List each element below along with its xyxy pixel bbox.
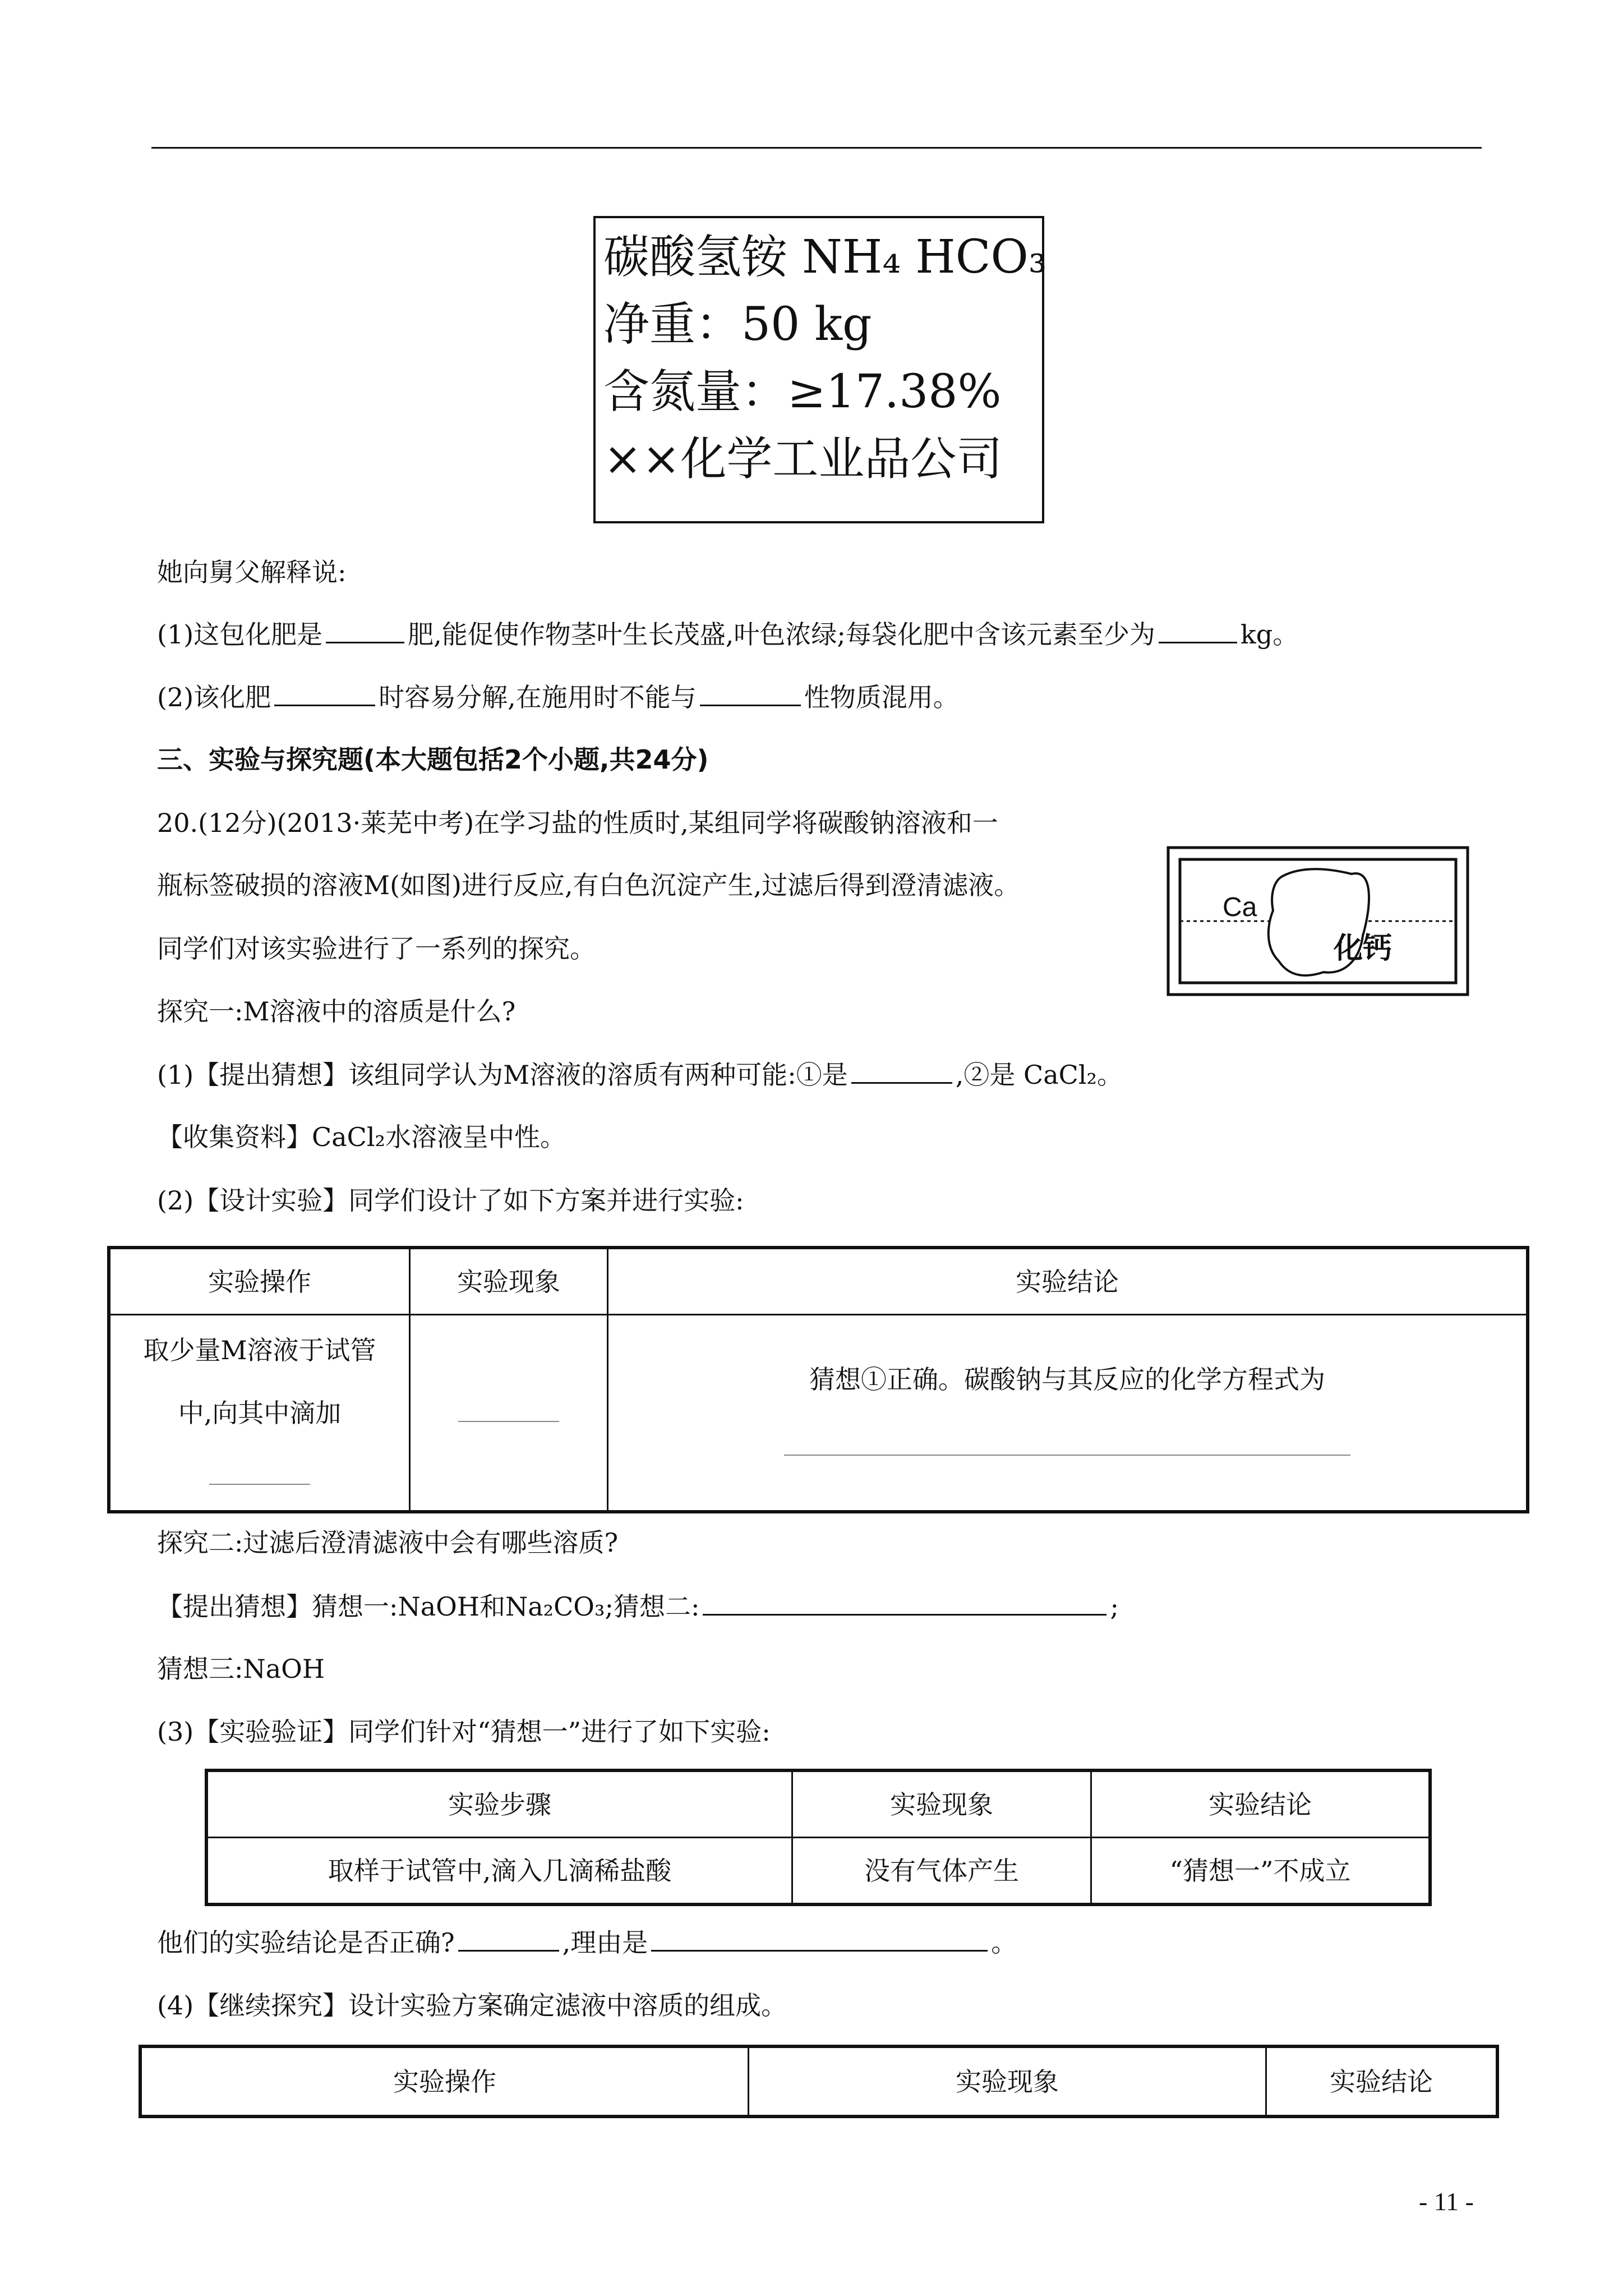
answer-blank[interactable]	[326, 617, 404, 643]
answer-blank[interactable]	[209, 1461, 310, 1485]
intro-text: 她向舅父解释说:	[157, 557, 347, 587]
question-20-line3: 同学们对该实验进行了一系列的探究。	[157, 933, 596, 964]
guess-2	[157, 1589, 1119, 1623]
label-line-name: 碳酸氢铵 NH₄ HCO₃	[603, 231, 1047, 284]
guess-1-b: ,②是 CaCl₂。	[955, 1060, 1123, 1090]
answer-blank[interactable]	[458, 1925, 559, 1952]
question-1-c: kg。	[1240, 619, 1299, 650]
conclusion-question-a: 他们的实验结论是否正确?	[157, 1927, 455, 1958]
experiment-table-3	[140, 2046, 1497, 2116]
question-20-line2: 瓶标签破损的溶液M(如图)进行反应,有白色沉淀产生,过滤后得到澄清滤液。	[157, 870, 1020, 900]
guess-1	[157, 1057, 1123, 1092]
explore-2-heading: 探究二:过滤后澄清滤液中会有哪些溶质?	[157, 1527, 619, 1558]
label-line-weight: 净重：50 kg	[603, 298, 872, 351]
table-cell: 取样于试管中,滴入几滴稀盐酸	[208, 1838, 792, 1904]
question-1	[157, 617, 1298, 651]
question-2-c: 性物质混用。	[804, 682, 959, 712]
conclusion-question-c: 。	[991, 1927, 1017, 1958]
answer-blank[interactable]	[458, 1398, 559, 1422]
question-1-b: 肥,能促使作物茎叶生长茂盛,叶色浓绿;每袋化肥中含该元素至少为	[408, 619, 1155, 650]
explore-1-heading: 探究一:M溶液中的溶质是什么?	[157, 996, 516, 1027]
table-header: 实验结论	[1091, 1772, 1430, 1838]
design-experiment: (2)【设计实验】同学们设计了如下方案并进行实验:	[157, 1185, 744, 1216]
table-header: 实验现象	[410, 1249, 608, 1315]
answer-blank[interactable]	[651, 1925, 988, 1952]
table-header: 实验结论	[608, 1249, 1527, 1315]
table-cell-phenomenon	[410, 1315, 608, 1511]
answer-blank[interactable]	[851, 1057, 952, 1084]
damaged-label-figure	[1166, 846, 1469, 996]
header-rule	[151, 147, 1482, 149]
question-1-a: (1)这包化肥是	[157, 619, 323, 650]
fertilizer-label-box	[593, 216, 1047, 523]
page-number: - 11 -	[1419, 2187, 1474, 2216]
verify-experiment: (3)【实验验证】同学们针对“猜想一”进行了如下实验:	[157, 1717, 771, 1747]
collect-info: 【收集资料】CaCl₂水溶液呈中性。	[157, 1122, 566, 1152]
conclusion-text: 猜想①正确。碳酸钠与其反应的化学方程式为	[809, 1364, 1325, 1395]
table-header: 实验结论	[1266, 2047, 1497, 2116]
label-line-company: ××化学工业品公司	[603, 432, 1003, 486]
answer-blank[interactable]	[1159, 617, 1237, 643]
guess-2-a: 【提出猜想】猜想一:NaOH和Na₂CO₃;猜想二:	[157, 1591, 700, 1622]
experiment-table-1	[109, 1248, 1528, 1512]
experiment-table-2	[206, 1770, 1430, 1904]
table-cell-operation	[110, 1315, 410, 1511]
guess-1-a: (1)【提出猜想】该组同学认为M溶液的溶质有两种可能:①是	[157, 1060, 848, 1090]
table-cell-conclusion	[608, 1315, 1527, 1511]
table-cell: 没有气体产生	[792, 1838, 1091, 1904]
table-header: 实验操作	[110, 1249, 410, 1315]
table-cell: “猜想一”不成立	[1091, 1838, 1430, 1904]
answer-blank[interactable]	[703, 1589, 1106, 1616]
question-2-a: (2)该化肥	[157, 682, 271, 712]
conclusion-question	[157, 1925, 1017, 1959]
table-header: 实验操作	[141, 2047, 749, 2116]
label-line-nitrogen: 含氮量：≥17.38%	[603, 365, 1002, 418]
question-2-b: 时容易分解,在施用时不能与	[379, 682, 697, 712]
table-header: 实验现象	[749, 2047, 1266, 2116]
section-heading: 三、实验与探究题(本大题包括2个小题,共24分)	[157, 744, 709, 775]
guess-3: 猜想三:NaOH	[157, 1654, 325, 1684]
table-header: 实验现象	[792, 1772, 1091, 1838]
answer-blank[interactable]	[274, 680, 375, 706]
conclusion-question-b: ,理由是	[562, 1927, 648, 1958]
question-20-line1: 20.(12分)(2013·莱芜中考)在学习盐的性质时,某组同学将碳酸钠溶液和一	[157, 808, 998, 838]
operation-line: 中,向其中滴加	[178, 1397, 342, 1428]
continue-explore: (4)【继续探究】设计实验方案确定滤液中溶质的组成。	[157, 1990, 787, 2021]
table-header: 实验步骤	[208, 1772, 792, 1838]
question-2	[157, 680, 959, 714]
label-fragment-right: 化钙	[1334, 932, 1393, 965]
operation-line: 取少量M溶液于试管	[143, 1335, 376, 1365]
answer-blank[interactable]	[784, 1432, 1350, 1456]
guess-2-b: ;	[1110, 1591, 1119, 1622]
answer-blank[interactable]	[700, 680, 801, 706]
label-fragment-left: Ca	[1223, 892, 1257, 922]
